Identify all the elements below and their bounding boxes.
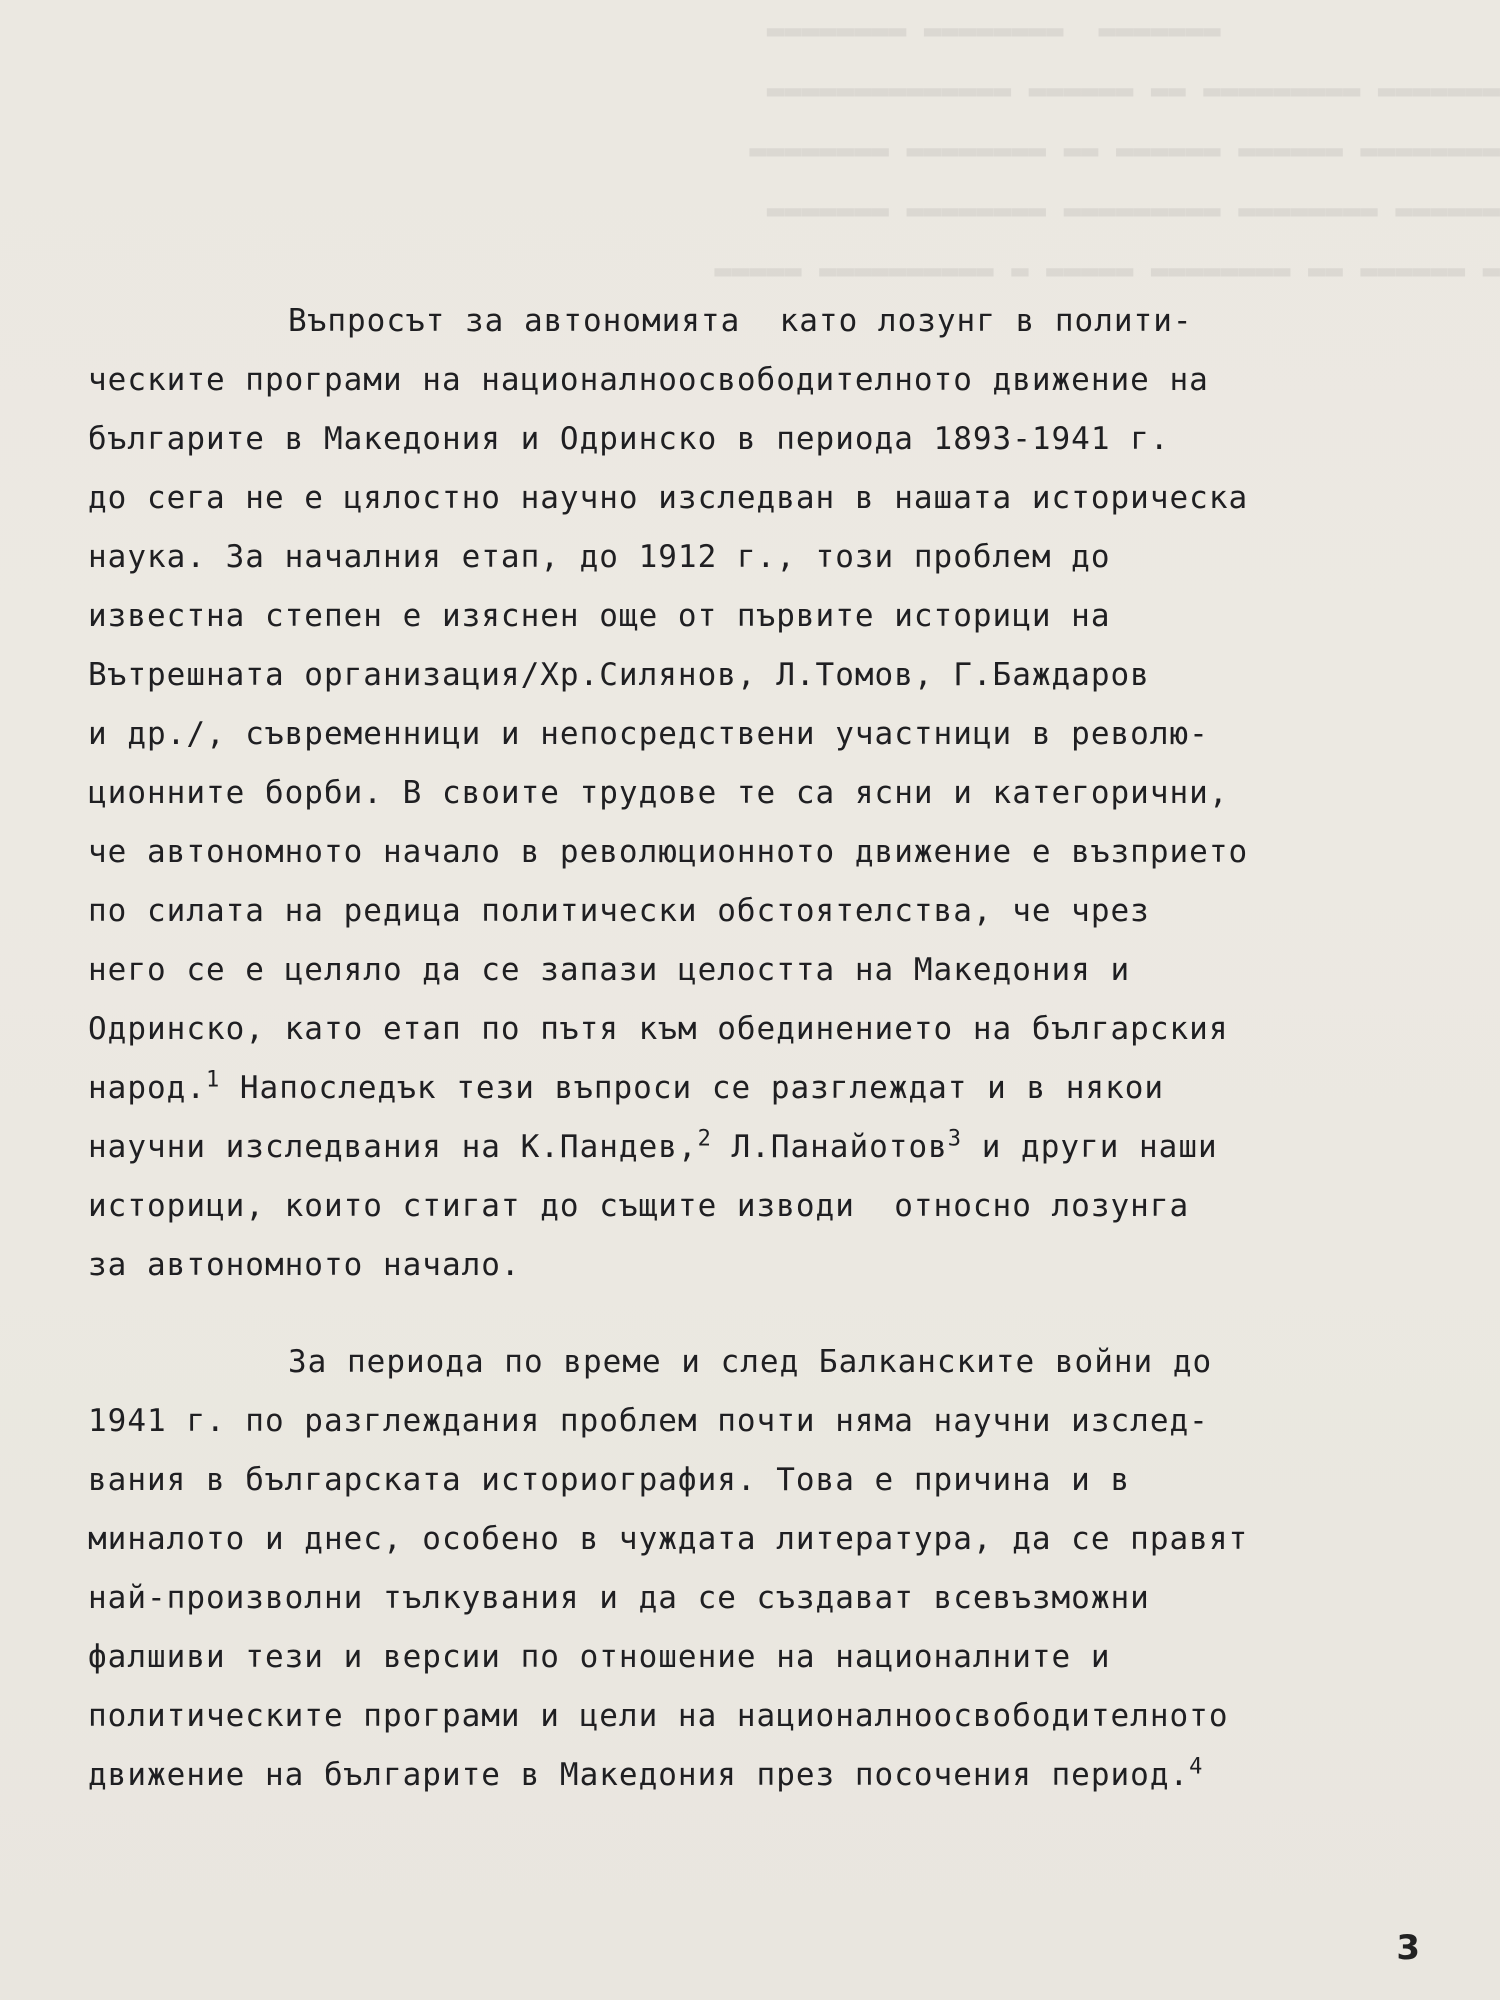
text-line: и др./, съвременници и непосредствени участници в револю-	[88, 716, 1209, 752]
page-number: 3	[1396, 1928, 1420, 1968]
text-line: Вътрешната организация/Хр.Силянов, Л.Томов, Г.Баждаров	[88, 657, 1150, 693]
text-line: историци, които стигат до същите изводи относно лозунга	[88, 1188, 1190, 1224]
text-segment: Л.Панайотов	[711, 1129, 948, 1165]
paragraph-1	[88, 292, 1428, 1295]
text-line: известна степен е изяснен още от първите историци на	[88, 598, 1111, 634]
text-line: че автономното начало в революционното движение е възприето	[88, 834, 1249, 870]
text-line: Въпросът за автономията като лозунг в полити-	[288, 303, 1193, 339]
text-line	[88, 1118, 1428, 1177]
text-line: Одринско, като етап по пътя към обединението на българския	[88, 1011, 1229, 1047]
footnote-ref-3: 3	[947, 1126, 963, 1152]
text-line: миналото и днес, особено в чуждата литература, да се правят	[88, 1521, 1249, 1557]
text-line: 1941 г. по разглеждания проблем почти няма научни изслед-	[88, 1403, 1209, 1439]
footnote-ref-1: 1	[205, 1067, 221, 1093]
text-segment: движение на българите в Македония през посочения период.	[88, 1757, 1190, 1793]
text-line: ческите програми на националноосвободителното движение на	[88, 362, 1209, 398]
text-line	[88, 1746, 1428, 1805]
text-line: българите в Македония и Одринско в периода 1893-1941 г.	[88, 421, 1170, 457]
text-line: за автономното начало.	[88, 1247, 521, 1283]
text-line: по силата на редица политически обстоятелства, че чрез	[88, 893, 1150, 929]
text-line: ционните борби. В своите трудове те са ясни и категорични,	[88, 775, 1229, 811]
text-segment: и други наши	[962, 1129, 1218, 1165]
text-line: наука. За началния етап, до 1912 г., този проблем до	[88, 539, 1111, 575]
footnote-ref-2: 2	[697, 1126, 712, 1152]
text-segment: научни изследвания на К.Пандев,	[88, 1129, 698, 1165]
text-segment: народ.	[88, 1070, 206, 1106]
text-line: най-произволни тълкувания и да се създават всевъзможни	[88, 1580, 1150, 1616]
text-segment: Напоследък тези въпроси се разглеждат и в някои	[220, 1070, 1165, 1106]
text-line: За периода по време и след Балканските войни до	[288, 1344, 1213, 1380]
text-line: него се е целяло да се запази целостта на Македония и	[88, 952, 1131, 988]
text-line: фалшиви тези и версии по отношение на националните и	[88, 1639, 1111, 1675]
text-line: вания в българската историография. Това е причина и в	[88, 1462, 1131, 1498]
bleed-through-text: ▬▬▬▬▬▬▬ ▬▬▬▬▬▬▬▬ ▬▬▬▬▬▬▬▬ ▬▬▬▬▬▬▬ ▬▬▬▬▬▬▬▬▬ ▬▬ ▬▬▬▬▬▬ ▬▬▬▬▬▬▬▬▬▬▬▬▬▬ ▬▬▬▬▬▬▬▬ ▬▬▬▬▬▬ ▬▬▬▬▬▬ ▬▬ ▬▬▬▬▬▬▬▬ ▬▬▬▬▬▬▬▬ ▬▬▬▬▬▬ ▬▬▬▬▬▬▬▬ ▬▬▬▬▬▬▬▬▬ ▬▬▬▬▬▬▬▬ ▬▬▬▬▬▬▬ ▬ ▬▬▬▬▬▬ ▬▬ ▬▬▬▬▬▬▬▬ ▬▬▬▬▬ ▬ ▬▬▬▬▬▬▬▬▬▬ ▬▬▬▬▬	[714, 13, 1500, 287]
footnote-ref-4: 4	[1189, 1754, 1204, 1780]
text-line: до сега не е цялостно научно изследван в нашата историческа	[88, 480, 1249, 516]
text-line: политическите програми и цели на националноосвободителното	[88, 1698, 1229, 1734]
paragraph-2	[88, 1333, 1428, 1805]
text-line	[88, 1059, 1428, 1118]
